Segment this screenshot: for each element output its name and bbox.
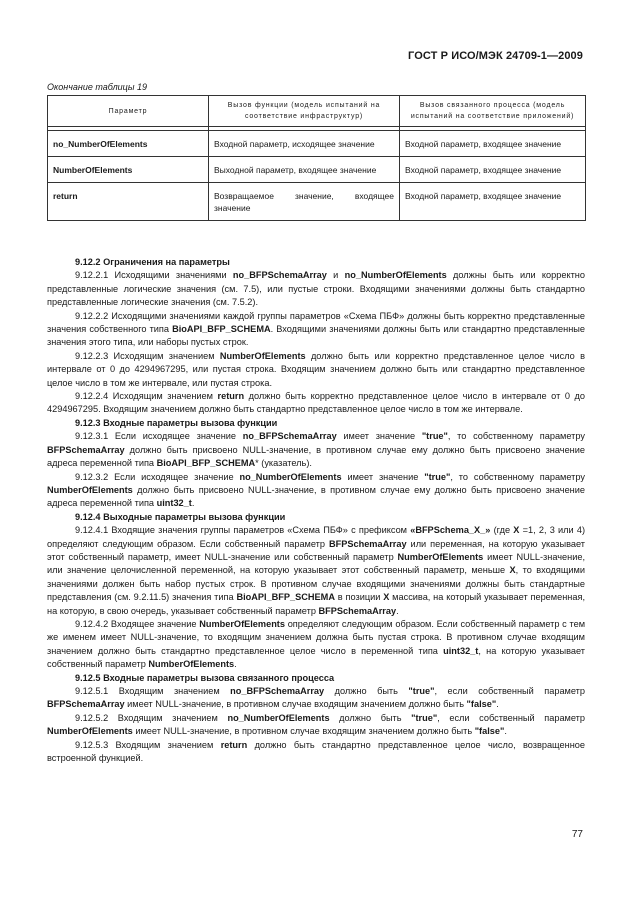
term: "true": [424, 471, 451, 482]
text-run: 9.12.5.2 Входящим значением: [75, 712, 228, 723]
text-run: . Входящими значениями должны быть или стандартно представленные значения этого типа, или наборы пустых строк.: [47, 324, 585, 348]
text-run: 9.12.2.1 Исходящими значениями: [75, 270, 233, 281]
term: "true": [411, 712, 438, 723]
text-run: 9.12.4.2 Входящее значение: [75, 618, 200, 629]
term: NumberOfElements: [47, 484, 133, 495]
term: BFPSchemaArray: [47, 444, 125, 455]
paragraph-9-12-3-2: [47, 471, 585, 511]
text-run: , если собственный параметр: [437, 712, 585, 723]
text-run: 9.12.2.2 Исходящими значениями каждой группы параметров «Схема ПБФ» должны быть корректно представленные значения собственного типа: [47, 310, 585, 335]
text-run: определяют следующим образом. Если собственный параметр с тем же именем имеет NULL-значение, то входящим значением должна быть пустая строка. В противном случае входящим значением должно быть стандартно представленное целое число в переменной типа: [47, 618, 586, 656]
text-run: 9.12.2.4 Исходящим значением: [75, 391, 218, 402]
process-call-cell: Входной параметр, входящее значение: [400, 183, 586, 221]
text-run: должно быть: [324, 686, 409, 696]
term: "true": [408, 686, 435, 696]
term: NumberOfElements: [397, 551, 484, 562]
process-call-cell: Входной параметр, входящее значение: [400, 131, 586, 157]
text-run: 9.12.5.3 Входящим значением: [75, 739, 221, 750]
text-run: имеет NULL-значение, или значение целочисленной переменной, на которую указывает этот собственный параметр, меньше: [47, 551, 586, 576]
text-run: 9.12.2.3 Исходящим значением: [75, 350, 220, 361]
process-call-cell: Входной параметр, входящее значение: [400, 157, 586, 183]
term: no_NumberOfElements: [239, 471, 342, 482]
table-row: [48, 131, 586, 157]
term: BioAPI_BFP_SCHEMA: [156, 458, 256, 469]
text-run: 9.12.4.1 Входящие значения группы параметров «Схема ПБФ» с префиксом: [75, 525, 411, 536]
text-run: имеет NULL-значение, в противном случае входящим значением должно быть: [132, 726, 475, 737]
paragraph-9-12-5-2: [47, 712, 585, 739]
text-run: .: [496, 699, 499, 710]
table-header-row: [48, 96, 586, 127]
term: NumberOfElements: [47, 726, 133, 737]
text-run: * (указатель).: [255, 458, 312, 469]
term: no_NumberOfElements: [227, 712, 330, 723]
table-row: [48, 183, 586, 221]
table-row: [48, 157, 586, 183]
paragraph-9-12-4-2: [47, 618, 585, 672]
text-run: (где: [490, 525, 514, 536]
term: NumberOfElements: [219, 350, 306, 361]
function-call-cell: Выходной параметр, входящее значение: [209, 157, 400, 183]
term: return: [217, 391, 245, 402]
paragraph-9-12-3-1: [47, 430, 585, 470]
text-run: , то входящими значениями должен быть набор пустых строк. В противном случае входящими значениями должны быть стандартные представления (см. 9.2.11.5) значения типа: [47, 565, 585, 603]
term: no_BFPSchemaArray: [242, 431, 337, 442]
term: uint32_t: [443, 645, 479, 656]
text-run: 9.12.3.2 Если исходящее значение: [75, 471, 240, 482]
text-run: 9.12.3.1 Если исходящее значение: [75, 431, 243, 442]
text-run: должно быть стандартно представленное целое число, возвращенное встроенной функцией.: [47, 739, 585, 764]
text-run: и: [326, 270, 345, 281]
term: uint32_t: [156, 498, 192, 509]
document-body: [47, 256, 585, 765]
term: NumberOfElements: [199, 618, 285, 629]
term: BFPSchemaArray: [318, 605, 397, 616]
section-heading-9-12-5: 9.12.5 Входные параметры вызова связанного процесса: [75, 672, 335, 683]
text-run: должно быть присвоено NULL-значение, в противном случае ему должно быть присвоено значение адреса переменной типа: [47, 444, 585, 469]
text-run: , то собственному параметру: [447, 431, 585, 442]
text-run: в позиции: [334, 592, 384, 603]
column-header-function-call: Вызов функции (модель испытаний на соответствие инфраструктур): [209, 96, 400, 127]
parameter-cell: return: [48, 183, 209, 221]
parameter-cell: NumberOfElements: [48, 157, 209, 183]
term: BioAPI_BFP_SCHEMA: [236, 592, 335, 603]
term: "false": [466, 699, 497, 710]
section-heading-9-12-3: 9.12.3 Входные параметры вызова функции: [75, 417, 278, 428]
term: no_BFPSchemaArray: [230, 686, 325, 696]
paragraph-9-12-5-1: [47, 685, 585, 712]
text-run: имеет значение: [341, 471, 425, 482]
column-header-parameter: Параметр: [48, 96, 209, 127]
text-run: должно быть корректно представленное целое число в интервале от 0 до 4294967295. Входящим значением должно быть стандартно представленное целое число в том же интервале.: [47, 391, 585, 415]
term: BFPSchemaArray: [47, 699, 125, 710]
term: «BFPSchema_X_»: [410, 525, 491, 536]
text-run: .: [396, 605, 399, 616]
text-run: 9.12.5.1 Входящим значением: [75, 686, 231, 696]
parameter-cell: no_NumberOfElements: [48, 131, 209, 157]
term: X: [509, 565, 516, 576]
term: return: [220, 739, 248, 750]
section-heading-9-12-2: 9.12.2 Ограничения на параметры: [75, 257, 230, 267]
text-run: =1, 2, 3 или 4) определяют следующим образом. Если собственный параметр: [47, 525, 586, 549]
paragraph-9-12-2-2: [47, 310, 585, 350]
function-call-cell: Возвращаемое значение, входящее значение: [209, 183, 400, 221]
term: "false": [474, 726, 505, 737]
text-run: .: [234, 659, 237, 670]
text-run: , то собственному параметру: [450, 471, 585, 482]
page-number: 77: [571, 829, 583, 840]
paragraph-9-12-4-1: [47, 524, 585, 618]
text-run: .: [504, 726, 507, 737]
paragraph-9-12-2-1: [47, 269, 585, 309]
text-run: .: [191, 498, 195, 509]
term: NumberOfElements: [148, 659, 235, 670]
term: no_NumberOfElements: [344, 270, 447, 281]
text-run: , если собственный параметр: [434, 686, 585, 696]
term: "true": [421, 431, 448, 442]
term: BioAPI_BFP_SCHEMA: [172, 324, 271, 335]
parameters-table: [47, 95, 586, 221]
column-header-process-call: Вызов связанного процесса (модель испытаний на соответствие приложений): [400, 96, 586, 127]
term: BFPSchemaArray: [328, 538, 407, 549]
text-run: имеет NULL-значение, в противном случае входящим значением должно быть: [124, 699, 467, 710]
function-call-cell: Входной параметр, исходящее значение: [209, 131, 400, 157]
term: X: [383, 592, 390, 603]
text-run: или переменная, на которую указывает этот собственный параметр, имеет NULL-значение или собственный параметр: [47, 538, 586, 562]
text-run: должно быть: [329, 712, 412, 723]
table-caption: Окончание таблицы 19: [47, 82, 147, 92]
term: no_BFPSchemaArray: [232, 270, 327, 281]
paragraph-9-12-2-3: [47, 350, 585, 390]
term: X: [513, 525, 520, 536]
paragraph-9-12-5-3: [47, 739, 585, 766]
text-run: , на которую указывает собственный параметр: [47, 645, 585, 670]
text-run: должны быть или корректно представленные логические значения (см. 7.5), или пустые строки. Входящими значениями должны быть стандартно представленные логические значения (см. 7.5.2).: [47, 270, 585, 308]
section-heading-9-12-4: 9.12.4 Выходные параметры вызова функции: [75, 511, 286, 522]
text-run: имеет значение: [336, 431, 422, 442]
text-run: должно быть присвоено NULL-значение, в противном случае ему должно быть присвоено значение адреса переменной типа: [47, 484, 585, 509]
text-run: массива, на который указывает переменная, на которую, в свою очередь, указывает собственный параметр: [47, 592, 585, 616]
document-header: ГОСТ Р ИСО/МЭК 24709-1—2009: [408, 50, 583, 62]
paragraph-9-12-2-4: [47, 390, 585, 417]
text-run: должно быть или корректно представленное целое число в интервале от 0 до 4294967295, или пустая строка. Входящим значением должно быть или стандартно представленное целое число в том же интервале, или пустая строка.: [47, 350, 585, 388]
